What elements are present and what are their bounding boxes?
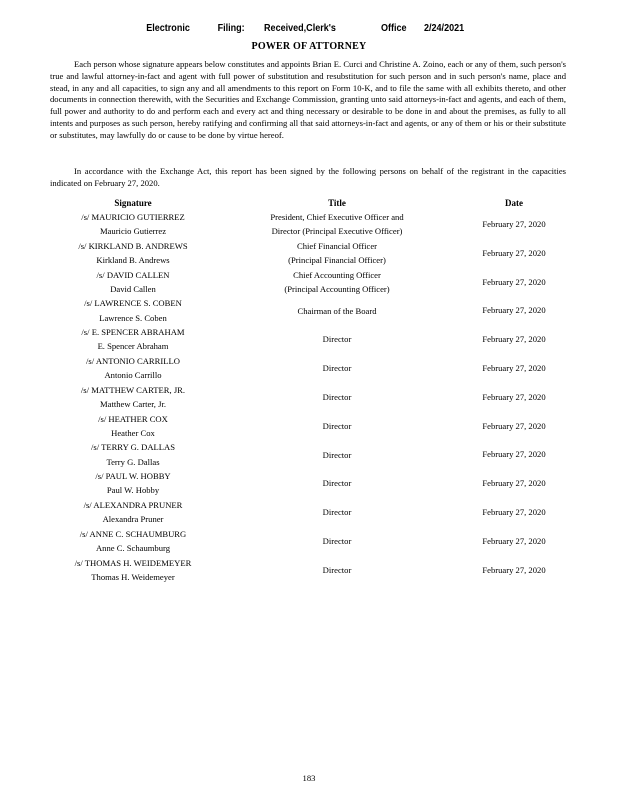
signature-cell <box>55 268 211 296</box>
table-row <box>0 527 618 556</box>
title-line: Chief Accounting Officer <box>293 269 381 280</box>
title-line: Director <box>322 420 352 431</box>
title-line: Director <box>322 536 352 547</box>
signature-line: /s/ LAWRENCE S. COBEN <box>84 298 182 309</box>
signer-name: David Callen <box>110 283 156 294</box>
table-row <box>0 354 618 383</box>
table-row <box>0 440 618 469</box>
table-row <box>0 556 618 585</box>
signer-name: Paul W. Hobby <box>106 485 160 496</box>
table-row <box>0 325 618 354</box>
page-number: 183 <box>302 773 316 783</box>
date-cell: February 27, 2020 <box>482 219 546 229</box>
signature-line: /s/ KIRKLAND B. ANDREWS <box>78 240 188 251</box>
title-cell <box>248 296 426 325</box>
signature-line: /s/ MAURICIO GUTIERREZ <box>81 212 185 222</box>
title-cell <box>248 412 426 441</box>
signer-name: Heather Cox <box>111 427 155 438</box>
title-cell <box>248 210 426 239</box>
signature-cell <box>55 469 211 497</box>
signature-cell <box>55 325 211 353</box>
page-title: POWER OF ATTORNEY <box>251 41 367 52</box>
title-line: Director <box>322 334 352 345</box>
title-cell <box>248 325 426 354</box>
signer-name: Kirkland B. Andrews <box>96 255 170 265</box>
title-cell <box>248 498 426 527</box>
table-row <box>0 210 618 239</box>
date-cell: February 27, 2020 <box>482 420 546 431</box>
signature-line: /s/ HEATHER COX <box>98 413 168 424</box>
title-cell <box>248 383 426 412</box>
table-row <box>0 239 618 268</box>
table-row <box>0 498 618 527</box>
title-line: Director <box>322 478 352 489</box>
signature-cell <box>55 354 211 382</box>
signature-line: /s/ E. SPENCER ABRAHAM <box>81 327 185 338</box>
date-cell: February 27, 2020 <box>482 276 546 287</box>
signature-cell <box>55 383 211 411</box>
title-column-header: Title <box>328 198 346 208</box>
title-line: Director <box>322 449 352 460</box>
title-cell <box>248 354 426 383</box>
exchange-act-paragraph: In accordance with the Exchange Act, this report has been signed by the following persons on behalf of the registrant in the capacities indicated on February 27, 2020. <box>50 166 566 188</box>
signature-line: /s/ ANTONIO CARRILLO <box>86 355 180 366</box>
table-row <box>0 383 618 412</box>
signature-cell <box>55 556 211 584</box>
title-cell <box>248 440 426 469</box>
date-cell: February 27, 2020 <box>482 362 546 373</box>
signer-name: Alexandra Pruner <box>102 514 164 525</box>
title-line: President, Chief Executive Officer and <box>270 212 404 223</box>
signature-line: /s/ ALEXANDRA PRUNER <box>83 499 183 510</box>
signature-line: /s/ PAUL W. HOBBY <box>95 471 171 482</box>
stamp-electronic: Electronic <box>146 22 190 34</box>
title-line: Director <box>322 507 352 518</box>
date-column-header: Date <box>505 198 523 208</box>
signature-column-header: Signature <box>114 198 152 208</box>
date-cell: February 27, 2020 <box>482 478 546 489</box>
stamp-date: 2/24/2021 <box>423 22 465 34</box>
title-line: Director <box>322 363 352 374</box>
filing-stamp <box>0 22 531 36</box>
date-cell: February 27, 2020 <box>482 535 546 546</box>
signer-name: Thomas H. Weidemeyer <box>91 571 175 582</box>
title-line: Director (Principal Executive Officer) <box>271 226 403 237</box>
title-cell <box>248 239 426 268</box>
signer-name: Antonio Carrillo <box>104 370 162 381</box>
signer-name: Lawrence S. Coben <box>99 312 167 323</box>
title-line: (Principal Financial Officer) <box>288 255 386 266</box>
title-line: Chief Financial Officer <box>296 240 378 251</box>
signature-line: /s/ THOMAS H. WEIDEMEYER <box>74 557 192 568</box>
table-row <box>0 296 618 325</box>
signature-cell <box>55 527 211 555</box>
signature-line: /s/ DAVID CALLEN <box>96 269 170 280</box>
signer-name: Terry G. Dallas <box>106 456 160 467</box>
title-line: (Principal Accounting Officer) <box>284 283 390 294</box>
signature-cell <box>55 210 211 238</box>
signature-line: /s/ MATTHEW CARTER, JR. <box>80 384 186 395</box>
title-cell <box>248 268 426 297</box>
stamp-received: Received,Clerk's <box>264 22 336 34</box>
date-cell: February 27, 2020 <box>482 449 546 460</box>
title-line: Director <box>322 564 352 575</box>
signature-cell <box>55 296 211 324</box>
signer-name: Anne C. Schaumburg <box>95 542 171 553</box>
signer-name: Matthew Carter, Jr. <box>99 398 166 409</box>
date-cell: February 27, 2020 <box>482 391 546 402</box>
power-of-attorney-paragraph: Each person whose signature appears below constitutes and appoints Brian E. Curci and Christine A. Zoino, each or any of them, such person's true and lawful attorney-in-fact and agent with full power of substitution and resubstitution for such person and in such person's name, place and stead, in any and all capacities, to sign any and all amendments to this report on Form 10-K, and to file the same with all exhibits thereto, and other documents in connection therewith, with the Securities and Exchange Commission, granting unto said attorneys-in-fact and agents, and each of them, full power and authority to do and perform each and every act and thing necessary or desirable to be done in and about the premises, as fully to all intents and purposes as such person, hereby ratifying and confirming all that said attorneys-in-fact and agents, or any of them or his or their substitute or substitutes, may lawfully do or cause to be done by virtue hereof. <box>50 59 566 140</box>
stamp-filing: Filing: <box>217 22 245 34</box>
signature-cell <box>55 440 211 468</box>
table-row <box>0 268 618 297</box>
signature-cell <box>55 239 211 267</box>
title-cell <box>248 469 426 498</box>
table-row <box>0 469 618 498</box>
date-cell: February 27, 2020 <box>482 506 546 517</box>
date-cell: February 27, 2020 <box>482 305 546 316</box>
signer-name: E. Spencer Abraham <box>97 341 169 352</box>
title-cell <box>248 556 426 585</box>
table-row <box>0 412 618 441</box>
stamp-office: Office <box>380 22 407 34</box>
title-line: Chairman of the Board <box>297 305 377 316</box>
title-line: Director <box>322 392 352 403</box>
date-cell: February 27, 2020 <box>482 247 546 258</box>
signer-name: Mauricio Gutierrez <box>99 226 167 237</box>
date-cell: February 27, 2020 <box>482 334 546 345</box>
date-cell: February 27, 2020 <box>482 564 546 575</box>
signature-cell <box>55 412 211 440</box>
signature-table <box>0 210 618 584</box>
signature-cell <box>55 498 211 526</box>
signature-line: /s/ ANNE C. SCHAUMBURG <box>79 528 187 539</box>
title-cell <box>248 527 426 556</box>
signature-line: /s/ TERRY G. DALLAS <box>90 442 176 453</box>
